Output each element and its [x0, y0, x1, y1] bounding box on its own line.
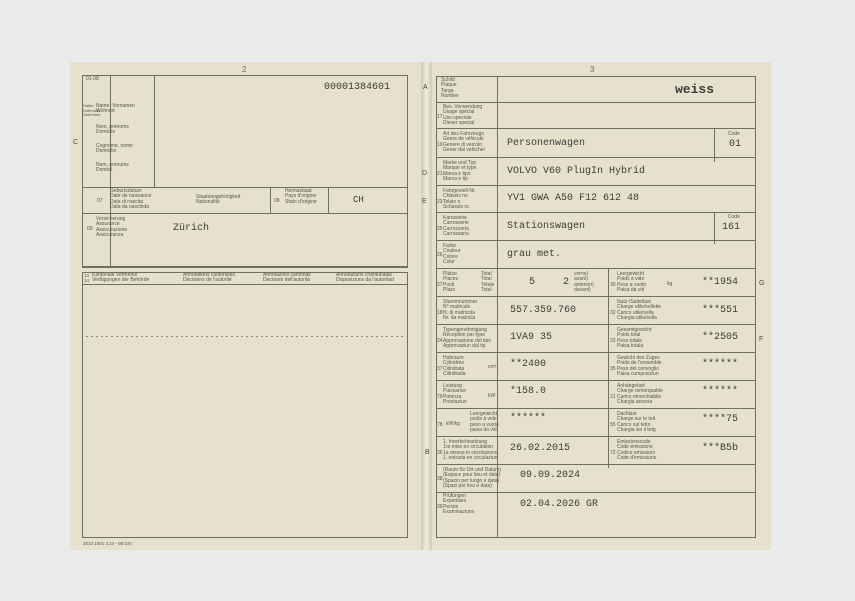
field-number: 35 — [610, 366, 616, 372]
divider — [154, 75, 155, 187]
chassis-label: Fahrgestell-Nr. Châssis no Telaio n. Schassis nr. — [443, 188, 476, 211]
trailer-load-label: Anhängelast Charge remorquable Carico rimorchiabile Chargia annexa — [617, 383, 663, 406]
plate-label: Schild Plaque Targa Number — [441, 77, 459, 100]
empty-weight-value: **1954 — [702, 277, 739, 288]
total-label: Total Total Totale Total — [481, 271, 495, 294]
origin-label: Heimatstaat Pays d'origine Stato d'origine — [285, 188, 317, 205]
body-label: Karosserie Carrosserie Carrozzeria Carrossaria — [443, 215, 469, 238]
displacement-value: **2400 — [510, 359, 547, 370]
row-divider — [436, 408, 756, 409]
place-date-label: (Raum für Ort und Datum) (Espace pour lieu et date) (Spazio per luogo e data) (Spazi per lieu e data) — [443, 467, 502, 490]
page-number: 3 — [590, 65, 595, 74]
field-number: 38 — [437, 476, 443, 482]
field-number: 17 — [437, 114, 443, 120]
kg-unit: kg — [667, 281, 673, 287]
emission-value: ***B5b — [702, 443, 739, 454]
power-weight-value: ****** — [510, 413, 547, 424]
dotted-line — [86, 336, 404, 337]
field-number: 32 — [610, 310, 616, 316]
divider — [328, 187, 329, 213]
field-number: 39 — [437, 504, 443, 510]
make-type-label: Marke und Typ Marque et type Marca e tipo Marca e tip — [443, 160, 477, 183]
field-number: 19 — [437, 142, 443, 148]
divider — [608, 268, 609, 468]
page-number: 2 — [242, 65, 247, 74]
field-number: 23 — [437, 199, 443, 205]
color-label: Farbe Couleur Colore Colur — [443, 243, 461, 266]
code-label: Code — [728, 131, 740, 137]
row-divider — [436, 157, 756, 158]
field-number: 18 — [437, 310, 443, 316]
emission-label: Emissionscode Code émissions Codice emissioni Code d'emissiuns — [617, 439, 657, 462]
field-number: 31 — [610, 394, 616, 400]
birthdate-label: Geburtsdatum Date de naissance Data di nascita Data da naschida — [110, 188, 152, 211]
remarks-header-it: Annotazioni cantonali Decisioni dell'autorità — [263, 272, 311, 284]
insurance-value: Zürich — [173, 223, 210, 234]
seats-value: 5 — [529, 277, 536, 288]
remarks-header-rm: Annotaziuns chantunalas Disposiziuns da l'autoritad — [336, 272, 394, 284]
field-number: 55 — [610, 422, 616, 428]
section-letter: D — [422, 170, 428, 177]
power-weight-unit: kW/kg — [446, 421, 460, 427]
section-letter: E — [422, 198, 427, 205]
divider — [82, 267, 408, 268]
roof-load-label: Dachlast Charge sur le toit Carico sul tetto Chargia sin il tetg — [617, 411, 656, 434]
matricule-label: Stammnummer N° matricule N. di matricola Nr. da matricla — [443, 299, 478, 322]
first-registration-label: 1. Inverkehrsetzung 1re mise en circulation 1a messa in circolazione 1. entrada en circulaziun — [443, 439, 498, 462]
row-divider — [436, 380, 756, 381]
train-weight-value: ****** — [702, 359, 739, 370]
seats-label: Plätze Places Posti Plazs — [443, 271, 459, 294]
insurance-label: Versicherung Assurance Assicurazione Assicuranza — [96, 216, 128, 239]
form-footer: 2010 1001 3.24 - 98'100 — [83, 541, 132, 546]
field-number: 78 — [437, 422, 443, 428]
field-number: 21 — [437, 171, 443, 177]
field-number: 24 — [437, 338, 443, 344]
cm3-unit: cm³ — [488, 364, 497, 370]
place-date-value: 09.09.2024 — [520, 470, 581, 481]
plate-color: weiss — [675, 82, 715, 97]
row-divider — [436, 492, 756, 493]
form-code: 01-08 — [86, 76, 99, 82]
right-page — [422, 62, 771, 550]
owner-label-rm: Num, prenums Domicil — [96, 162, 129, 174]
field-number: 27 — [437, 282, 443, 288]
special-use-label: Bes. Verwendung Usage spécial Uso speciale Diever special — [443, 104, 483, 127]
power-label: Leistung Puissance Potenza Prestaziun — [443, 383, 467, 406]
empty-weight-label: Leergewicht Poids à vide Peso a vuoto Paisa da vid — [617, 271, 647, 294]
inspection-value: 02.04.2026 GR — [520, 499, 599, 510]
inspection-label: Prüfungen Expertises Perizie Examinaziuns — [443, 493, 475, 516]
power-value: *158.0 — [510, 386, 547, 397]
type-approval-value: 1VA9 35 — [510, 332, 553, 343]
row-divider — [436, 464, 756, 465]
row-divider — [436, 324, 756, 325]
field-number: 07 — [97, 198, 103, 204]
front-seats-label: vorne) avant) anteriori) davant) — [574, 271, 594, 294]
field-number: 33 — [610, 338, 616, 344]
nationality-value: CH — [353, 195, 364, 205]
body-code-value: 161 — [722, 222, 741, 233]
power-weight-label: Leergewicht poids à vide peso a vuoto paisa da vid — [470, 411, 499, 434]
divider — [270, 187, 271, 213]
remarks-frame — [82, 272, 408, 538]
divider — [82, 213, 408, 214]
nationality-label-mid: Staatsangehörigkeit Nationalité — [196, 194, 241, 206]
section-letter: F — [759, 336, 764, 343]
row-divider — [436, 296, 756, 297]
row-divider — [436, 212, 756, 213]
matricule-value: 557.359.760 — [510, 305, 577, 316]
row-divider — [436, 240, 756, 241]
page-fold — [421, 62, 432, 550]
roof-load-value: ****75 — [702, 414, 739, 425]
divider — [82, 284, 408, 285]
type-approval-label: Typengenehmigung Réception par type Approvazione del tipo Approvaziun dal tip — [443, 327, 492, 350]
color-value: grau met. — [507, 249, 562, 260]
section-letter: C — [73, 139, 79, 146]
train-weight-label: Gewicht des Zuges Poids de l'ensemble Peso del convoglio Paisa cumposiziun — [617, 355, 662, 378]
total-weight-label: Gesamtgewicht Poids total Peso totale Paisa totala — [617, 327, 652, 350]
owner-label-it: Cognome, nome Domicilio — [96, 143, 133, 155]
code-label: Code — [728, 214, 740, 220]
vehicle-type-value: Personenwagen — [507, 138, 586, 149]
field-number: 76 — [437, 394, 443, 400]
chassis-value: YV1 GWA A50 F12 612 48 — [507, 193, 640, 204]
owner-label-fr: Nom, prénoms Domicile — [96, 124, 129, 136]
vehicle-type-label: Art des Fahrzeugs Genre de véhicule Genere di veicolo Gener dal vehichel — [443, 131, 485, 154]
row-divider — [436, 352, 756, 353]
first-registration-value: 26.02.2015 — [510, 443, 571, 454]
field-number: 13 14 — [84, 273, 90, 283]
make-type-value: VOLVO V60 PlugIn Hybrid — [507, 166, 646, 177]
owner-vertical-label: Halter Détenteur Detentore — [83, 103, 101, 118]
section-letter: B — [425, 449, 430, 456]
section-letter: A — [423, 84, 428, 91]
row-divider — [436, 268, 756, 269]
field-number: 37 — [437, 366, 443, 372]
field-number: 26 — [437, 252, 443, 258]
remarks-header-fr: Annotations cantonales Décisions de l'autorité — [183, 272, 235, 284]
displacement-label: Hubraum Cylindrée Cilindrata Cilindrada — [443, 355, 466, 378]
document-number: 00001384601 — [324, 82, 391, 93]
payload-value: ***551 — [702, 305, 739, 316]
owner-label-de: Name, Vornamen Wohnort — [96, 103, 135, 115]
row-divider — [436, 185, 756, 186]
remarks-header-de: Kantonale Vermerke Verfügungen der Behörde — [92, 272, 150, 284]
field-number: 09 — [87, 226, 93, 232]
row-divider — [436, 436, 756, 437]
field-number: 72 — [610, 450, 616, 456]
row-divider — [436, 128, 756, 129]
kw-unit: kW — [488, 393, 496, 399]
payload-label: Nutz-/Sattellast Charge utile/sellette Carico utile/sella Chargia utila/sella — [617, 299, 662, 322]
field-number: 36 — [437, 450, 443, 456]
section-letter: G — [759, 280, 765, 287]
field-number: 08 — [274, 198, 280, 204]
left-page — [70, 62, 421, 550]
field-number: 25 — [437, 226, 443, 232]
field-number: 30 — [610, 282, 616, 288]
body-value: Stationswagen — [507, 221, 586, 232]
row-divider — [436, 102, 756, 103]
vehicle-code-value: 01 — [729, 139, 742, 150]
total-weight-value: **2505 — [702, 332, 739, 343]
trailer-load-value: ****** — [702, 386, 739, 397]
front-seats-value: 2 — [563, 277, 570, 288]
